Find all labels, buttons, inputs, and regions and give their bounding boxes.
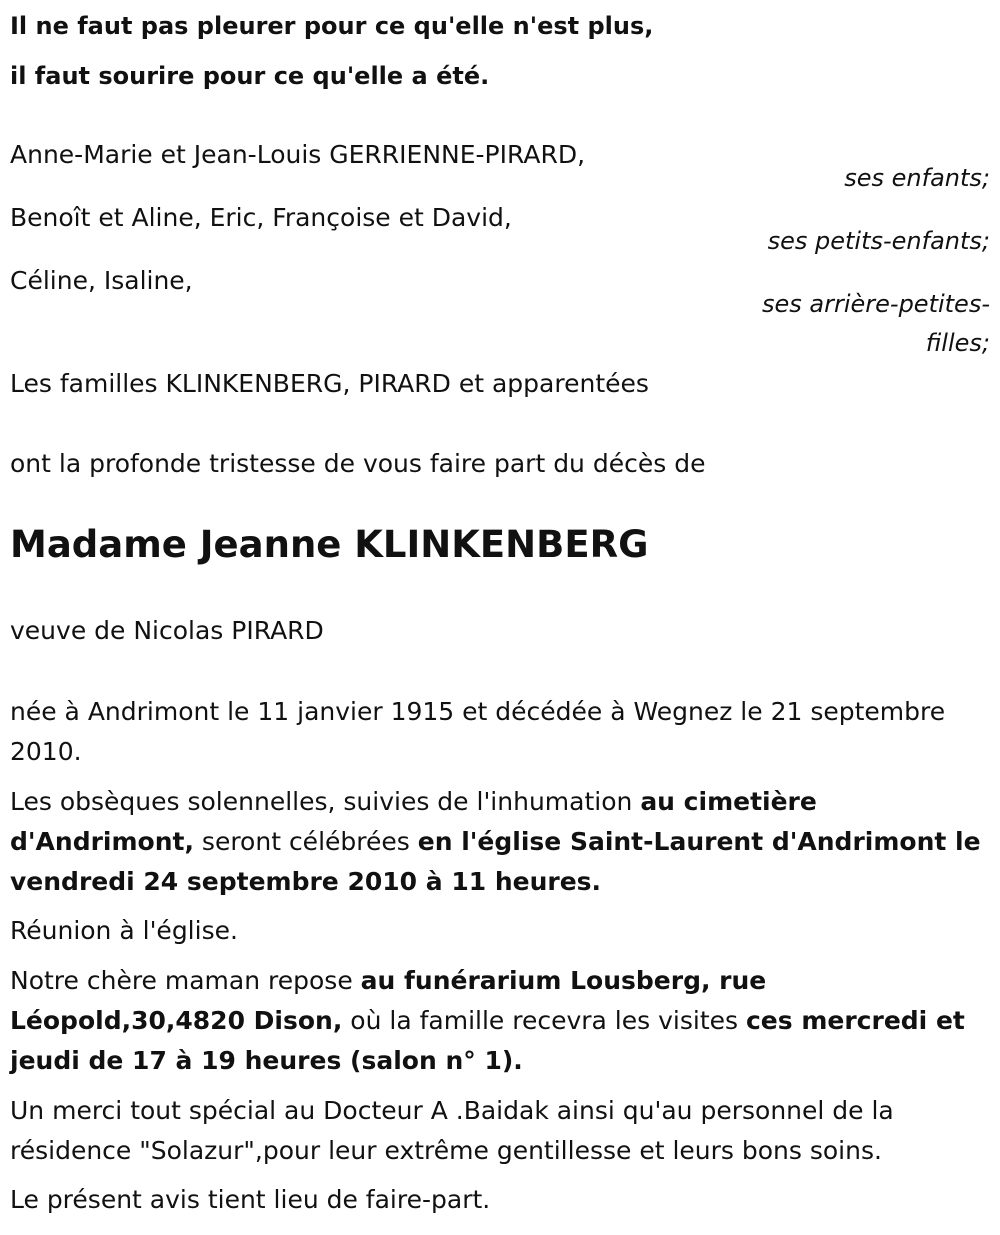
rest-paragraph [10,961,995,1081]
grandchildren-names: Benoît et Aline, Eric, Françoise et David, [10,203,512,232]
funeral-text-2: seront célébrées [193,827,418,856]
rest-funeral-home: au funérarium Lousberg, rue Léopold,30,4820 Dison, [10,966,767,1035]
widow-of: veuve de Nicolas PIRARD [10,616,324,645]
funeral-text-1: Les obsèques solennelles, suivies de l'inhumation [10,787,641,816]
announcement: ont la profonde tristesse de vous faire part du décès de [10,449,706,478]
funeral-church-date: en l'église Saint-Laurent d'Andrimont le vendredi 24 septembre 2010 à 11 heures. [10,827,981,896]
epigraph-line-2: il faut sourire pour ce qu'elle a été. [10,62,490,90]
notice-line: Le présent avis tient lieu de faire-part. [10,1185,491,1214]
other-families: Les familles KLINKENBERG, PIRARD et apparentées [10,369,649,398]
funeral-paragraph [10,782,995,902]
rest-visit-hours: ces mercredi et jeudi de 17 à 19 heures (salon n° 1). [10,1006,965,1075]
epigraph-line-1: Il ne faut pas pleurer pour ce qu'elle n'est plus, [10,12,654,40]
rest-text-2: où la famille recevra les visites [342,1006,746,1035]
deceased-name: Madame Jeanne KLINKENBERG [10,523,649,566]
birth-death-line-2: 2010. [10,737,82,766]
greatgrandchildren-role-line-1: ses arrière-petites- [762,290,990,318]
birth-death-line-1: née à Andrimont le 11 janvier 1915 et décédée à Wegnez le 21 septembre [10,697,946,726]
children-names: Anne-Marie et Jean-Louis GERRIENNE-PIRARD, [10,140,586,169]
greatgrandchildren-role-line-2: filles; [925,329,990,357]
rest-text-1: Notre chère maman repose [10,966,361,995]
meeting-note: Réunion à l'église. [10,916,238,945]
grandchildren-role: ses petits-enfants; [767,227,990,255]
children-role: ses enfants; [844,164,990,192]
greatgrandchildren-names: Céline, Isaline, [10,266,193,295]
funeral-cemetery: au cimetière d'Andrimont, [10,787,817,856]
thanks-paragraph: Un merci tout spécial au Docteur A .Baidak ainsi qu'au personnel de la résidence "Solazur",pour leur extrême gentillesse et leurs bons soins. [10,1096,894,1165]
